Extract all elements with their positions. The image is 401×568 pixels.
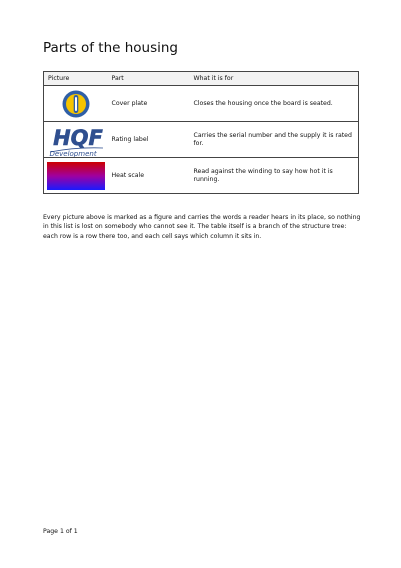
table-row [44,86,359,122]
body-paragraph: Every picture above is marked as a figure and carries the words a reader hears in its place, so nothing in this list is lost on somebody who cannot see it. The table itself is a branch of the structure tree: each row is a row there too, and each cell says which column it sits in. [43,214,361,240]
logo-text: HQF [52,125,103,150]
logo-subtext: Development [49,149,97,157]
part-purpose: Closes the housing once the board is seated. [190,86,359,122]
cover-plate-image [61,89,91,119]
page-footer: Page 1 of 1 [43,528,78,535]
part-name: Heat scale [108,158,190,194]
picture-cell [44,86,108,122]
table-row [44,122,359,158]
table-row [44,158,359,194]
page-title: Parts of the housing [43,40,179,56]
picture-cell [44,122,108,158]
heat-scale-gradient [47,162,105,190]
part-name: Rating label [108,122,190,158]
column-header-purpose: What it is for [190,72,359,86]
part-name: Cover plate [108,86,190,122]
column-header-part: Part [108,72,190,86]
hqf-development-logo [46,123,106,157]
parts-table [43,71,359,194]
table-header-row [44,72,359,86]
column-header-picture: Picture [44,72,108,86]
part-purpose: Read against the winding to say how hot it is running. [190,158,359,194]
part-purpose: Carries the serial number and the supply it is rated for. [190,122,359,158]
picture-cell [44,158,108,194]
